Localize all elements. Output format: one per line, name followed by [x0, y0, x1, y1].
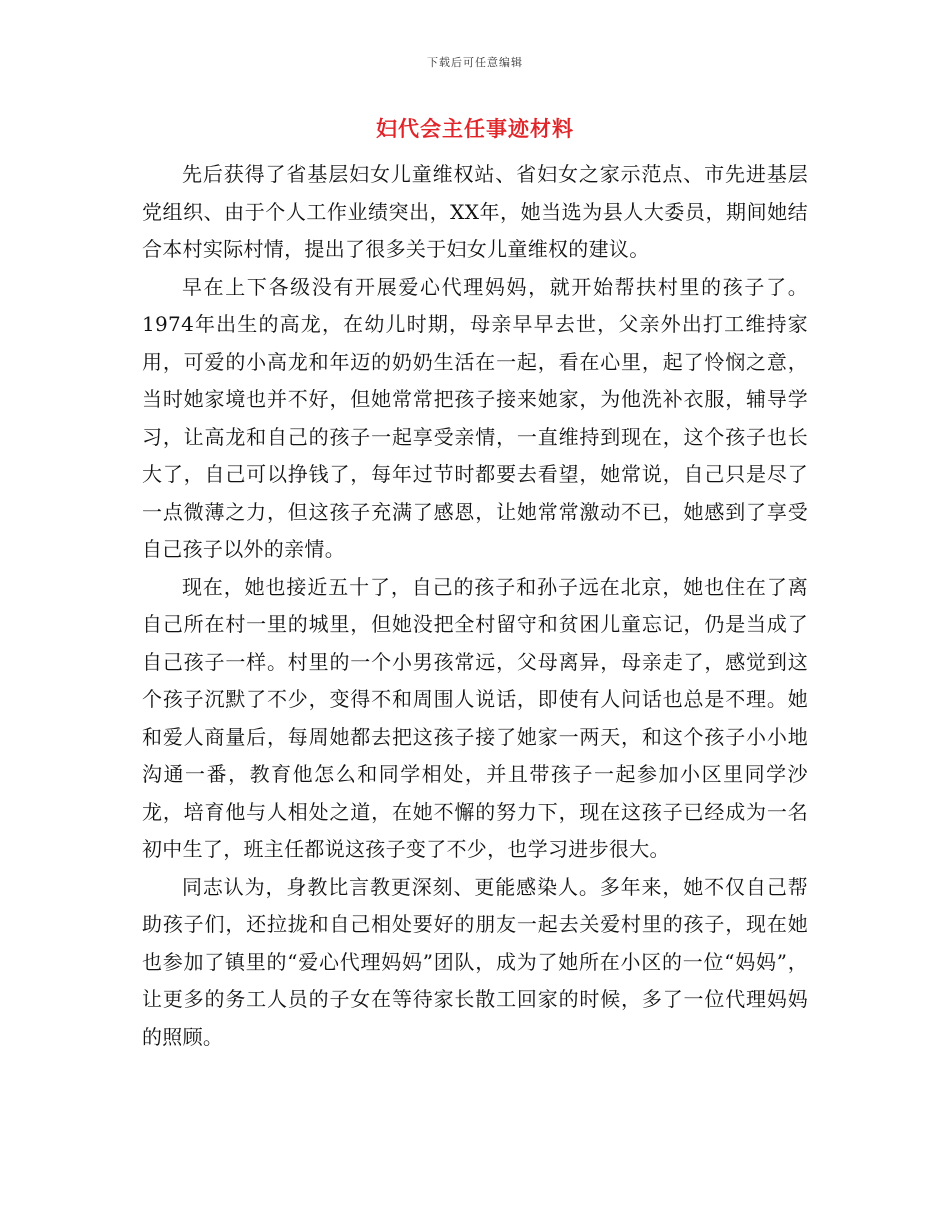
- document-body: [142, 156, 808, 1056]
- paragraph: 现在，她也接近五十了，自己的孩子和孙子远在北京，她也住在了离自己所在村一里的城里，但她没把全村留守和贫困儿童忘记，仍是当成了自己孩子一样。村里的一个小男孩常远，父母离异，母亲走了，感觉到这个孩子沉默了不少，变得不和周围人说话，即使有人问话也总是不理。她和爱人商量后，每周她都去把这孩子接了她家一两天，和这个孩子小小地沟通一番，教育他怎么和同学相处，并且带孩子一起参加小区里同学沙龙，培育他与人相处之道，在她不懈的努力下，现在这孩子已经成为一名初中生了，班主任都说这孩子变了不少，也学习进步很大。: [142, 574, 808, 861]
- header-note: 下载后可任意编辑: [427, 56, 523, 69]
- paragraph: 先后获得了省基层妇女儿童维权站、省妇女之家示范点、市先进基层党组织、由于个人工作业绩突出，XX年，她当选为县人大委员，期间她结合本村实际村情，提出了很多关于妇女儿童维权的建议。: [142, 162, 808, 261]
- paragraph: 同志认为，身教比言教更深刻、更能感染人。多年来，她不仅自己帮助孩子们，还拉拢和自己相处要好的朋友一起去关爱村里的孩子，现在她也参加了镇里的“爱心代理妈妈”团队，成为了她所在小区的一位“妈妈”，让更多的务工人员的子女在等待家长散工回家的时候，多了一位代理妈妈的照顾。: [142, 874, 808, 1049]
- paragraph: 早在上下各级没有开展爱心代理妈妈，就开始帮扶村里的孩子了。1974年出生的高龙，在幼儿时期，母亲早早去世，父亲外出打工维持家用，可爱的小高龙和年迈的奶奶生活在一起，看在心里，起了怜悯之意，当时她家境也并不好，但她常常把孩子接来她家，为他洗补衣服，辅导学习，让高龙和自己的孩子一起享受亲情，一直维持到现在，这个孩子也长大了，自己可以挣钱了，每年过节时都要去看望，她常说，自己只是尽了一点微薄之力，但这孩子充满了感恩，让她常常激动不已，她感到了享受自己孩子以外的亲情。: [142, 274, 808, 561]
- document-title: 妇代会主任事迹材料: [376, 117, 574, 141]
